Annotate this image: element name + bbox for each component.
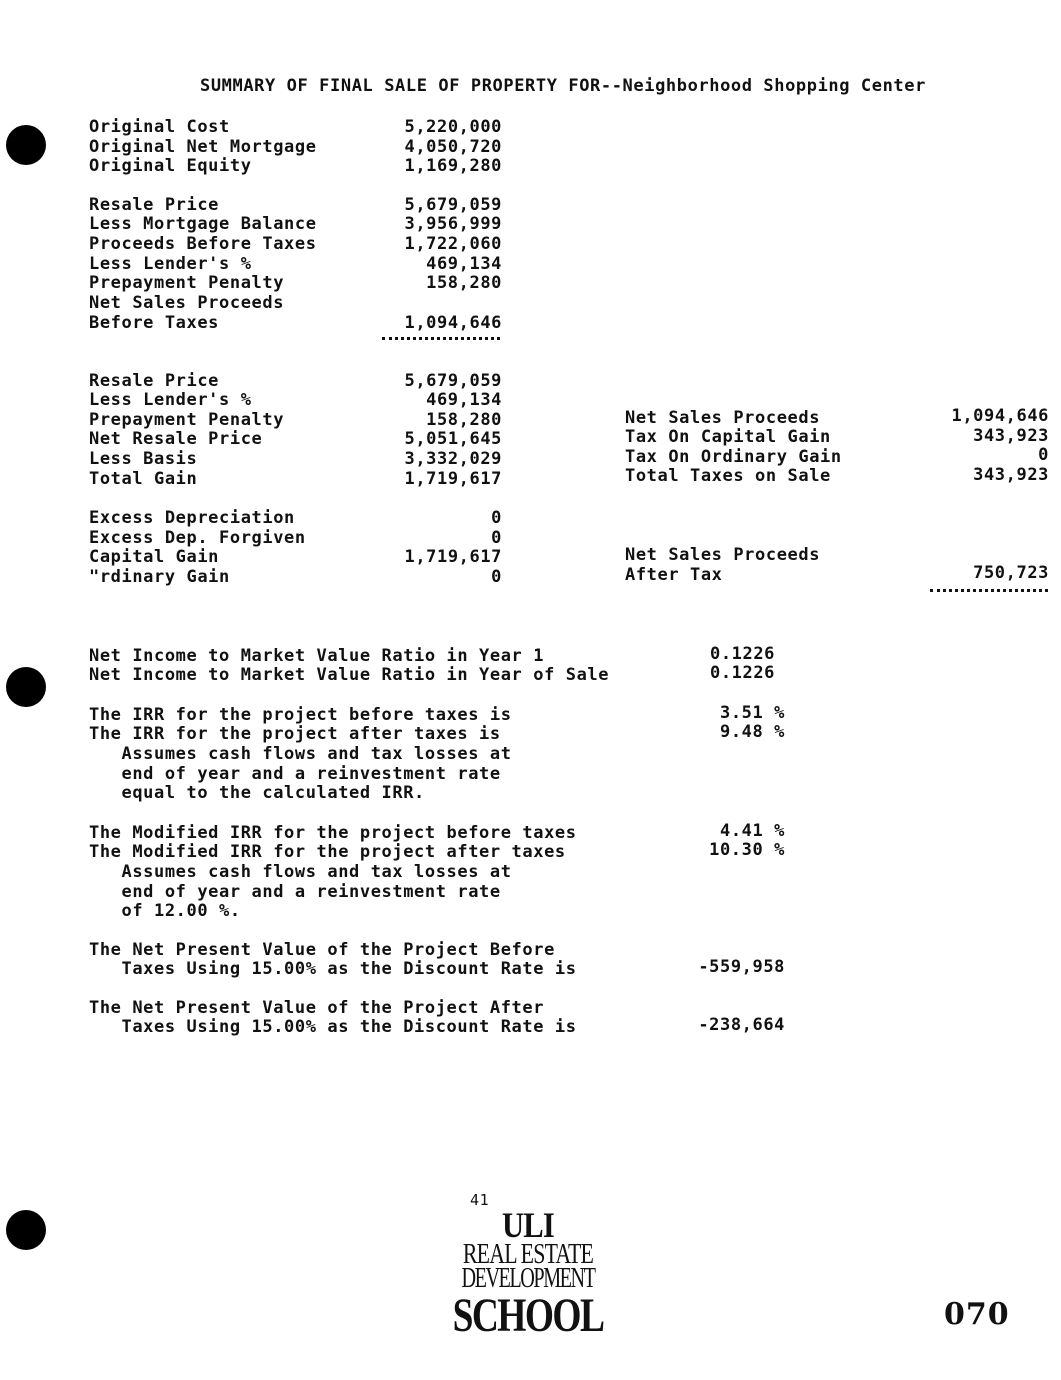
row-label: Taxes Using 15.00% as the Discount Rate is	[89, 959, 577, 979]
row-label: The Modified IRR for the project after taxes	[89, 842, 566, 862]
row-label: Net Sales Proceeds	[89, 293, 285, 313]
row-label: Less Basis	[89, 449, 198, 469]
page-number: 41	[470, 1191, 490, 1209]
row-label: Assumes cash flows and tax losses at	[89, 862, 512, 882]
row-label: The IRR for the project after taxes is	[89, 724, 501, 744]
row-value: 3.51 %	[719, 703, 785, 723]
row-value: -238,664	[698, 1015, 785, 1035]
row-label: Excess Depreciation	[89, 508, 295, 528]
row-label: Tax On Capital Gain	[625, 427, 831, 447]
row-value: 0.1226	[710, 644, 776, 664]
punch-hole-middle	[6, 667, 46, 707]
row-label: Net Income to Market Value Ratio in Year 1	[89, 646, 545, 666]
row-value: 3,332,029	[404, 449, 502, 469]
row-label: The Modified IRR for the project before taxes	[89, 823, 577, 843]
row-value: 158,280	[426, 410, 502, 430]
punch-hole-bottom	[6, 1210, 46, 1250]
row-label: Original Net Mortgage	[89, 137, 317, 157]
row-value: -559,958	[698, 957, 785, 977]
row-label: The Net Present Value of the Project Before	[89, 940, 555, 960]
row-value: 343,923	[973, 426, 1049, 446]
row-label: Resale Price	[89, 371, 220, 391]
row-value: 4,050,720	[404, 137, 502, 157]
stamp-number: 070	[944, 1297, 1010, 1332]
row-label: Assumes cash flows and tax losses at	[89, 744, 512, 764]
row-label: After Tax	[625, 565, 723, 585]
row-value: 1,094,646	[404, 313, 502, 333]
row-value: 1,722,060	[404, 234, 502, 254]
row-label: Original Cost	[89, 117, 230, 137]
logo-uli: ULI	[502, 1205, 554, 1245]
row-value: 0	[491, 567, 502, 587]
row-label: Prepayment Penalty	[89, 410, 285, 430]
row-value: 750,723	[973, 563, 1049, 583]
row-label: Net Resale Price	[89, 429, 263, 449]
row-value: 4.41 %	[719, 821, 785, 841]
row-label: Taxes Using 15.00% as the Discount Rate is	[89, 1017, 577, 1037]
row-value: 0	[1038, 445, 1049, 465]
row-label: The IRR for the project before taxes is	[89, 705, 512, 725]
row-value: 3,956,999	[404, 214, 502, 234]
double-underline	[930, 589, 1048, 592]
row-label: Capital Gain	[89, 547, 220, 567]
row-value: 5,051,645	[404, 429, 502, 449]
logo-real-estate: REAL ESTATE	[462, 1239, 594, 1270]
row-value: 469,134	[426, 254, 502, 274]
row-label: Resale Price	[89, 195, 220, 215]
row-label: Net Sales Proceeds	[625, 545, 821, 565]
row-label: Net Income to Market Value Ratio in Year of Sale	[89, 665, 610, 685]
row-label: Less Mortgage Balance	[89, 214, 317, 234]
row-label: "rdinary Gain	[89, 567, 230, 587]
row-value: 1,094,646	[951, 406, 1049, 426]
row-label: end of year and a reinvestment rate	[89, 882, 501, 902]
logo-development: DEVELOPMENT	[461, 1263, 595, 1294]
row-value: 158,280	[426, 273, 502, 293]
row-label: Less Lender's %	[89, 390, 252, 410]
row-value: 0.1226	[710, 663, 776, 683]
row-value: 1,719,617	[404, 469, 502, 489]
row-label: Less Lender's %	[89, 254, 252, 274]
punch-hole-top	[6, 125, 46, 165]
double-underline	[382, 337, 500, 340]
row-value: 5,220,000	[404, 117, 502, 137]
row-label: Before Taxes	[89, 313, 220, 333]
row-label: Total Taxes on Sale	[625, 466, 831, 486]
row-label: Original Equity	[89, 156, 252, 176]
row-value: 0	[491, 528, 502, 548]
row-label: of 12.00 %.	[89, 901, 241, 921]
row-value: 1,169,280	[404, 156, 502, 176]
row-label: end of year and a reinvestment rate	[89, 764, 501, 784]
logo-school: SCHOOL	[452, 1289, 604, 1342]
row-label: Proceeds Before Taxes	[89, 234, 317, 254]
uli-logo	[438, 1205, 618, 1342]
row-value: 0	[491, 508, 502, 528]
row-label: Total Gain	[89, 469, 198, 489]
row-label: The Net Present Value of the Project After	[89, 998, 545, 1018]
row-value: 5,679,059	[404, 371, 502, 391]
row-label: Prepayment Penalty	[89, 273, 285, 293]
row-value: 469,134	[426, 390, 502, 410]
row-value: 10.30 %	[709, 840, 785, 860]
row-label: Tax On Ordinary Gain	[625, 447, 842, 467]
row-label: equal to the calculated IRR.	[89, 783, 425, 803]
row-label: Net Sales Proceeds	[625, 408, 821, 428]
row-value: 343,923	[973, 465, 1049, 485]
page-title: SUMMARY OF FINAL SALE OF PROPERTY FOR--Neighborhood Shopping Center	[200, 76, 926, 96]
row-value: 5,679,059	[404, 195, 502, 215]
row-value: 9.48 %	[719, 722, 785, 742]
row-value: 1,719,617	[404, 547, 502, 567]
row-label: Excess Dep. Forgiven	[89, 528, 306, 548]
